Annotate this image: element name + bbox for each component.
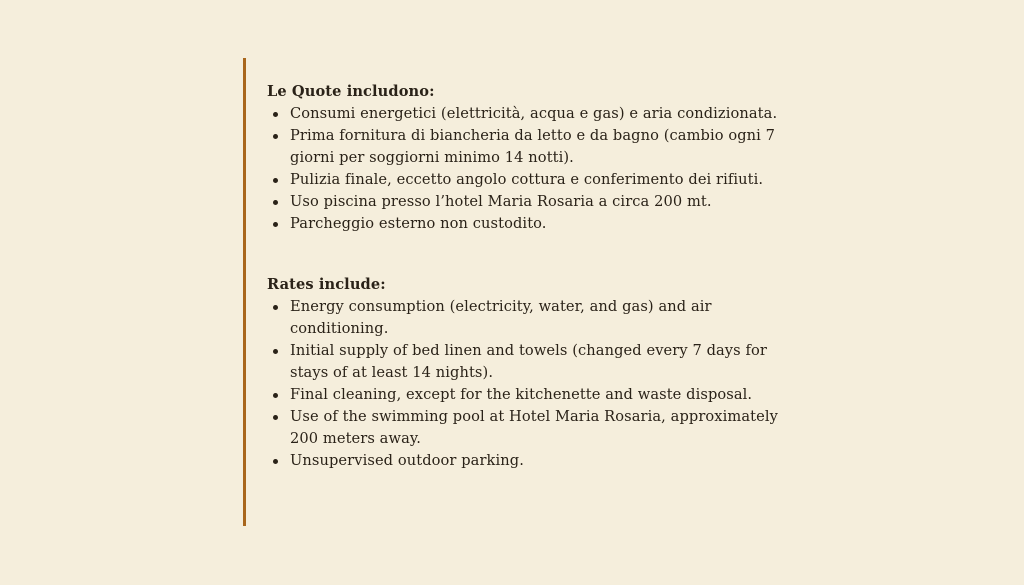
section-title-italian: Le Quote includono: xyxy=(267,83,435,100)
section-title-english: Rates include: xyxy=(267,276,386,293)
rates-info xyxy=(267,80,787,472)
list-item: Prima fornitura di biancheria da letto e da bagno (cambio ogni 7 giorni per soggiorni minimo 14 notti). xyxy=(267,125,787,169)
list-italian xyxy=(267,103,787,235)
list-item: Pulizia finale, eccetto angolo cottura e conferimento dei rifiuti. xyxy=(267,169,787,191)
list-item: Unsupervised outdoor parking. xyxy=(267,450,787,472)
section-italian xyxy=(267,80,787,235)
list-item: Initial supply of bed linen and towels (changed every 7 days for stays of at least 14 nights). xyxy=(267,340,787,384)
list-item: Final cleaning, except for the kitchenette and waste disposal. xyxy=(267,384,787,406)
section-english xyxy=(267,273,787,472)
list-item: Use of the swimming pool at Hotel Maria Rosaria, approximately 200 meters away. xyxy=(267,406,787,450)
list-item: Uso piscina presso l’hotel Maria Rosaria a circa 200 mt. xyxy=(267,191,787,213)
list-item: Consumi energetici (elettricità, acqua e gas) e aria condizionata. xyxy=(267,103,787,125)
list-english xyxy=(267,296,787,472)
list-item: Parcheggio esterno non custodito. xyxy=(267,213,787,235)
list-item: Energy consumption (electricity, water, and gas) and air conditioning. xyxy=(267,296,787,340)
accent-bar xyxy=(243,58,246,526)
